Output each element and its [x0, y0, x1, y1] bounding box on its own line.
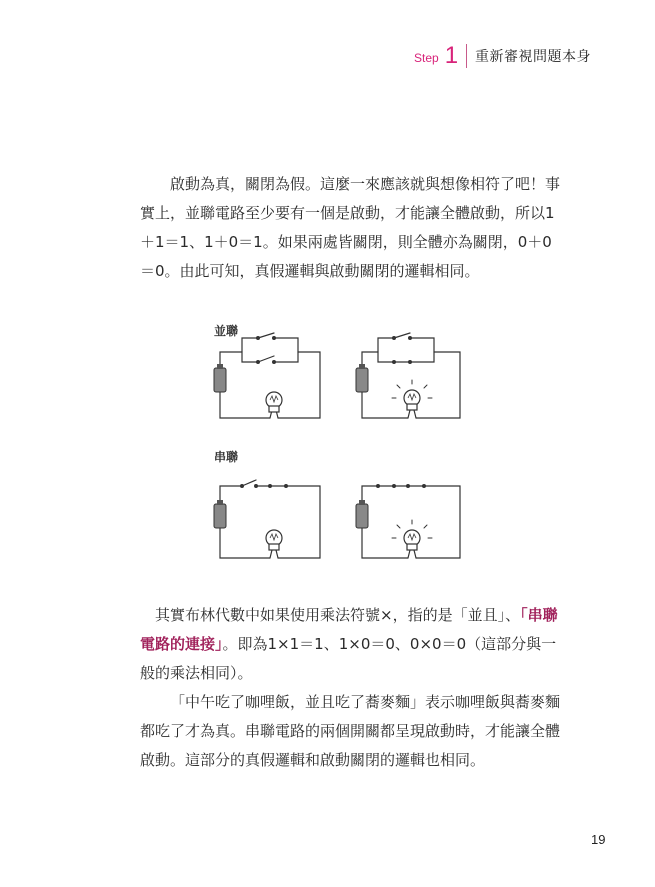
series-label: 串聯 [214, 450, 239, 464]
parallel-circuit-off-diagram [208, 330, 328, 426]
series-connection-highlight: 「串聯電路的連接」 [140, 606, 558, 653]
paragraph-2-after: 。即為1×1＝1、1×0＝0、0×0＝0（這部分與一般的乘法相同）。 [140, 635, 557, 682]
paragraph-2 [140, 601, 560, 688]
paragraph-3: 「中午吃了咖哩飯，並且吃了蕎麥麵」表示咖哩飯與蕎麥麵都吃了才為真。串聯電路的兩個開關都呈現啟動時，才能讓全體啟動。這部分的真假邏輯和啟動關閉的邏輯也相同。 [140, 693, 561, 769]
series-circuit-off-diagram [208, 476, 328, 566]
paragraph-1: 啟動為真，關閉為假。這麼一來應該就與想像相符了吧！事實上，並聯電路至少要有一個是啟動，才能讓全體啟動，所以1＋1＝1、1＋0＝1。如果兩處皆關閉，則全體亦為關閉，0＋0＝0。由此可知，真假邏輯與啟動關閉的邏輯相同。 [140, 175, 561, 280]
header-divider [466, 44, 467, 68]
series-circuit-on-diagram [350, 476, 470, 566]
page-header [414, 42, 591, 70]
chapter-title: 重新審視問題本身 [475, 49, 592, 65]
page-number: 19 [591, 832, 606, 847]
parallel-label: 並聯 [214, 324, 239, 338]
parallel-circuit-on-diagram [350, 330, 470, 426]
step-number: 1 [444, 42, 459, 69]
step-label: Step [414, 51, 439, 65]
paragraph-2-before: 其實布林代數中如果使用乘法符號×，指的是「並且」、 [140, 606, 521, 624]
